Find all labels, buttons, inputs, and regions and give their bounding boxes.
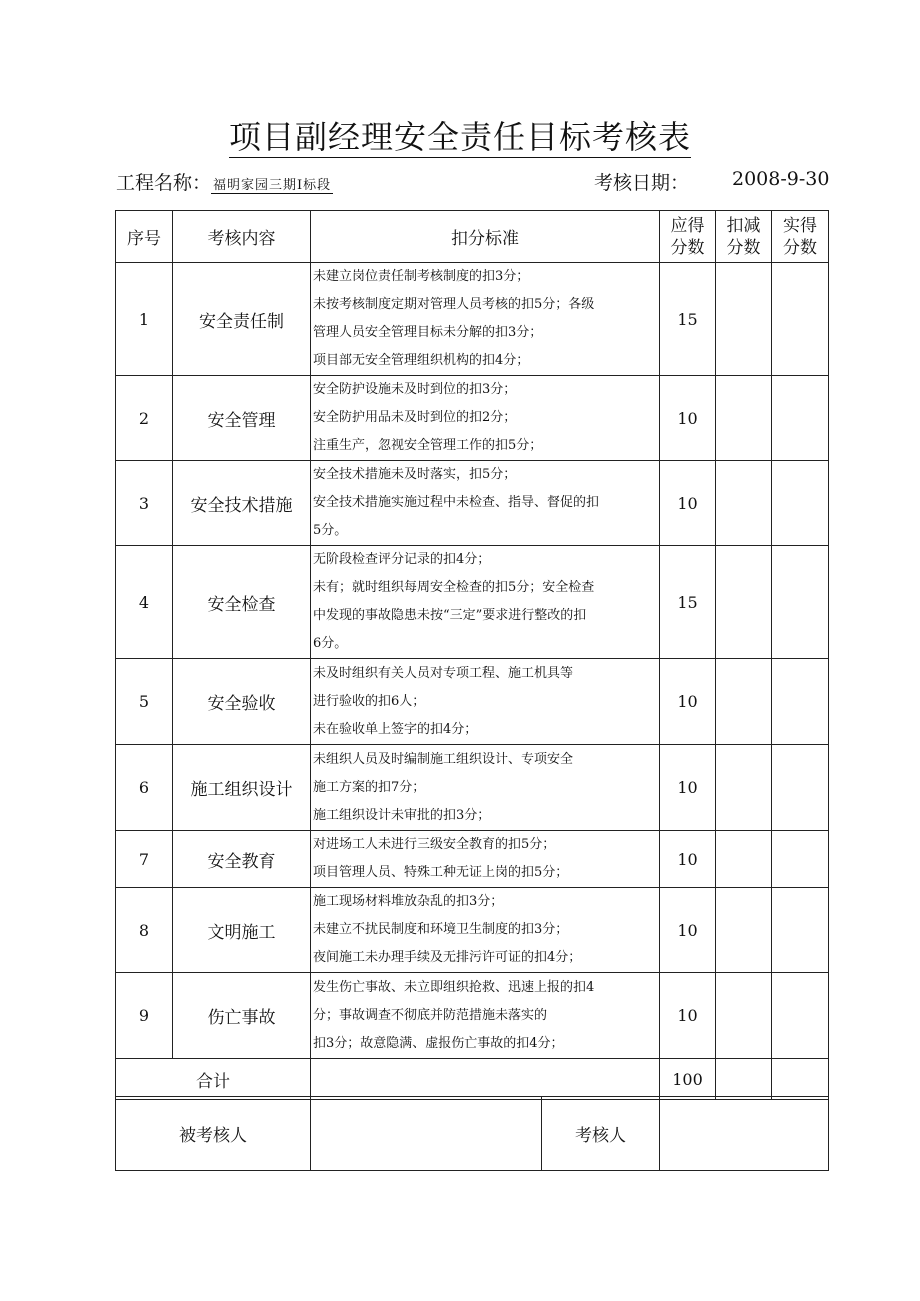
row-actual-score[interactable] bbox=[772, 659, 829, 745]
row-content: 安全验收 bbox=[173, 659, 311, 745]
row-content: 施工组织设计 bbox=[173, 745, 311, 831]
assessment-table bbox=[115, 210, 829, 1100]
table-row bbox=[116, 461, 829, 546]
row-criteria: 无阶段检查评分记录的扣4分； 未有；就时组织每周安全检查的扣5分；安全检查 中发现的事故隐患未按“三定”要求进行整改的扣 6分。 bbox=[311, 546, 660, 659]
row-content: 伤亡事故 bbox=[173, 973, 311, 1059]
header-content: 考核内容 bbox=[173, 211, 311, 263]
row-deduct-score[interactable] bbox=[716, 888, 772, 973]
row-content: 安全教育 bbox=[173, 831, 311, 888]
row-deduct-score[interactable] bbox=[716, 461, 772, 546]
row-criteria: 未及时组织有关人员对专项工程、施工机具等 进行验收的扣6人； 未在验收单上签字的扣4分； bbox=[311, 659, 660, 745]
assessee-label: 被考核人 bbox=[116, 1097, 311, 1171]
assessor-signature-field[interactable] bbox=[660, 1097, 829, 1171]
header-index: 序号 bbox=[116, 211, 173, 263]
row-index: 7 bbox=[116, 831, 173, 888]
row-actual-score[interactable] bbox=[772, 973, 829, 1059]
row-criteria: 未组织人员及时编制施工组织设计、专项安全 施工方案的扣7分； 施工组织设计未审批的扣3分； bbox=[311, 745, 660, 831]
row-criteria: 安全防护设施未及时到位的扣3分； 安全防护用品未及时到位的扣2分； 注重生产，忽视安全管理工作的扣5分； bbox=[311, 376, 660, 461]
row-index: 8 bbox=[116, 888, 173, 973]
row-index: 2 bbox=[116, 376, 173, 461]
total-row bbox=[116, 1059, 829, 1100]
row-criteria: 发生伤亡事故、未立即组织抢救、迅速上报的扣4 分；事故调查不彻底并防范措施未落实的 扣3分；故意隐满、虚报伤亡事故的扣4分； bbox=[311, 973, 660, 1059]
row-due-score: 10 bbox=[660, 973, 716, 1059]
table-row bbox=[116, 659, 829, 745]
page-title: 项目副经理安全责任目标考核表 bbox=[228, 118, 691, 156]
row-due-score: 15 bbox=[660, 263, 716, 376]
row-deduct-score[interactable] bbox=[716, 973, 772, 1059]
row-index: 6 bbox=[116, 745, 173, 831]
header-actual-score: 实得 分数 bbox=[772, 211, 829, 263]
row-deduct-score[interactable] bbox=[716, 745, 772, 831]
assessment-date-value: 2008-9-30 bbox=[732, 168, 830, 190]
row-actual-score[interactable] bbox=[772, 888, 829, 973]
header-criteria: 扣分标准 bbox=[311, 211, 660, 263]
row-actual-score[interactable] bbox=[772, 263, 829, 376]
assessee-signature-field[interactable] bbox=[311, 1097, 542, 1171]
header-deduct-score: 扣减 分数 bbox=[716, 211, 772, 263]
row-content: 文明施工 bbox=[173, 888, 311, 973]
row-due-score: 10 bbox=[660, 659, 716, 745]
total-due-score: 100 bbox=[660, 1059, 716, 1100]
row-due-score: 10 bbox=[660, 831, 716, 888]
assessor-label: 考核人 bbox=[542, 1097, 660, 1171]
row-criteria: 安全技术措施未及时落实，扣5分； 安全技术措施实施过程中未检查、指导、督促的扣 5分。 bbox=[311, 461, 660, 546]
row-criteria: 未建立岗位责任制考核制度的扣3分； 未按考核制度定期对管理人员考核的扣5分；各级 管理人员安全管理目标未分解的扣3分； 项目部无安全管理组织机构的扣4分； bbox=[311, 263, 660, 376]
row-content: 安全技术措施 bbox=[173, 461, 311, 546]
row-index: 4 bbox=[116, 546, 173, 659]
total-actual-score[interactable] bbox=[772, 1059, 829, 1100]
row-actual-score[interactable] bbox=[772, 376, 829, 461]
row-actual-score[interactable] bbox=[772, 546, 829, 659]
row-criteria: 施工现场材料堆放杂乱的扣3分； 未建立不扰民制度和环境卫生制度的扣3分； 夜间施工未办理手续及无排污许可证的扣4分； bbox=[311, 888, 660, 973]
signature-table bbox=[115, 1096, 829, 1171]
row-content: 安全管理 bbox=[173, 376, 311, 461]
row-index: 1 bbox=[116, 263, 173, 376]
row-index: 5 bbox=[116, 659, 173, 745]
table-row bbox=[116, 973, 829, 1059]
assessment-date-label: 考核日期： bbox=[594, 172, 690, 194]
row-index: 9 bbox=[116, 973, 173, 1059]
table-row bbox=[116, 263, 829, 376]
project-name-value: 福明家园三期Ⅰ标段 bbox=[213, 178, 332, 193]
table-row bbox=[116, 376, 829, 461]
table-row bbox=[116, 546, 829, 659]
signature-row bbox=[116, 1097, 829, 1171]
row-criteria: 对进场工人未进行三级安全教育的扣5分； 项目管理人员、特殊工种无证上岗的扣5分； bbox=[311, 831, 660, 888]
row-deduct-score[interactable] bbox=[716, 831, 772, 888]
total-criteria-cell bbox=[311, 1059, 660, 1100]
row-deduct-score[interactable] bbox=[716, 263, 772, 376]
total-label: 合计 bbox=[116, 1059, 311, 1100]
table-row bbox=[116, 888, 829, 973]
row-actual-score[interactable] bbox=[772, 461, 829, 546]
row-due-score: 10 bbox=[660, 745, 716, 831]
row-actual-score[interactable] bbox=[772, 745, 829, 831]
row-content: 安全检查 bbox=[173, 546, 311, 659]
row-due-score: 10 bbox=[660, 888, 716, 973]
table-header-row bbox=[116, 211, 829, 263]
row-deduct-score[interactable] bbox=[716, 546, 772, 659]
row-due-score: 10 bbox=[660, 461, 716, 546]
total-deduct-score[interactable] bbox=[716, 1059, 772, 1100]
row-deduct-score[interactable] bbox=[716, 659, 772, 745]
row-deduct-score[interactable] bbox=[716, 376, 772, 461]
project-name-label: 工程名称： bbox=[116, 172, 212, 194]
project-name-line bbox=[116, 168, 333, 195]
row-content: 安全责任制 bbox=[173, 263, 311, 376]
row-index: 3 bbox=[116, 461, 173, 546]
row-actual-score[interactable] bbox=[772, 831, 829, 888]
header-due-score: 应得 分数 bbox=[660, 211, 716, 263]
row-due-score: 15 bbox=[660, 546, 716, 659]
row-due-score: 10 bbox=[660, 376, 716, 461]
table-row bbox=[116, 831, 829, 888]
table-row bbox=[116, 745, 829, 831]
